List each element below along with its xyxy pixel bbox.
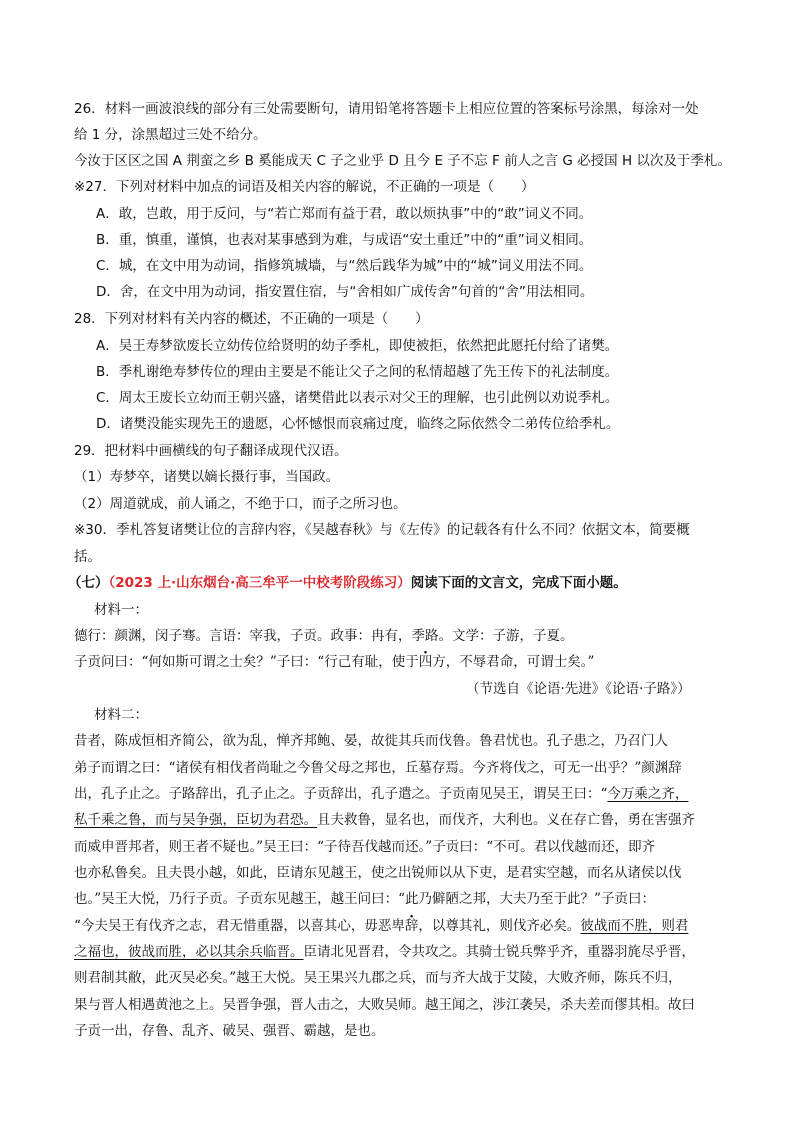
material-2-line: 也亦私鲁矣。且夫畏小越，如此，臣请东见越王，使之出锐师以从下吏，是君实空越，而名从诸侯以伐: [74, 865, 682, 881]
material-2-line: 子贡一出，存鲁、乱齐、破吴、强晋、霸越，是也。: [74, 1023, 385, 1039]
q28-option-b: B．季札谢绝寿梦传位的理由主要是不能让父子之间的私情超越了先王传下的礼法制度。: [96, 364, 619, 380]
material-2-line: [74, 784, 688, 804]
material-1-para-1: 德行：颜渊，闵子骞。言语：宰我，子贡。政事：冉有，季路。文学：子游，子夏。: [74, 628, 574, 644]
q27-option-c: C．城，在文中用为动词，指修筑城墙，与“然后践华为城”中的“城”词义用法不同。: [96, 258, 593, 274]
material-2-text: “今夫吴王有伐齐之志，君无惜重器，以喜其心，毋恶卑: [74, 918, 405, 934]
material-2-line: [74, 810, 695, 830]
section-instruction: 阅读下面的文言文，完成下面小题。: [410, 575, 627, 591]
section-source: （2023 上·山东烟台·高三牟平一中校考阶段练习）: [108, 575, 411, 591]
material-1-text: 子贡问曰：“何如斯可谓之士矣？”子曰：“行己有耻，使于: [74, 654, 419, 670]
material-2-line: 果与晋人相遇黄池之上。吴晋争强，晋人击之，大败吴师。越王闻之，涉江袭吴，杀夫差而僇其相。故曰: [74, 997, 695, 1013]
material-2-line: 则君制其敝，此灭吴必矣。”越王大悦。吴王果兴九郡之兵，而与齐大战于艾陵，大败齐师，陈兵不归，: [74, 970, 682, 986]
underlined-sentence: 私千乘之鲁，而与吴争强，臣切为君恐。: [74, 812, 317, 828]
q28-stem: 28．下列对材料有关内容的概述，不正确的一项是（ ）: [74, 311, 429, 327]
material-1-label: 材料一：: [94, 602, 148, 618]
q27-option-a: A．敢，岂敢，用于反问，与“若亡郑而有益于君，敢以烦执事”中的“敢”词义不同。: [96, 206, 593, 222]
q27-option-b: B．重，慎重，谨慎，也表对某事感到为难，与成语“安土重迁”中的“重”词义相同。: [96, 232, 593, 248]
material-1-citation: （节选自《论语·先进》《论语·子路》）: [466, 681, 691, 697]
material-2-text: 臣请北见晋君，令共攻之。其骑士锐兵弊乎齐，重器羽旄尽乎晋，: [303, 944, 695, 960]
material-2-text: ，以尊其礼，则伐齐必矣。: [418, 918, 581, 934]
underlined-sentence: 之福也，彼战而胜，必以其余兵临晋。: [74, 944, 304, 960]
material-2-line: 而威申晋邦者，则王者不疑也。”吴王曰：“子待吾伐越而还。”子贡曰：“不可。君以伐越而还，即齐: [74, 839, 656, 855]
material-2-label: 材料二：: [94, 707, 148, 723]
material-2-text: 且夫救鲁，显名也，而伐齐，大利也。义在存亡鲁，勇在害强齐: [317, 812, 695, 828]
q29-sentence-2: （2）周道就成，前人诵之，不绝于口，而子之所习也。: [74, 496, 407, 512]
q28-option-c: C．周太王废长立幼而王朝兴盛，诸樊借此以表示对父王的理解，也引此例以劝说季札。: [96, 390, 619, 406]
q26-line1: 26．材料一画波浪线的部分有三处需要断句，请用铅笔将答题卡上相应位置的答案标号涂黑，每涂对一处: [74, 101, 699, 117]
q30-line1: ※30．季札答复诸樊让位的言辞内容，《吴越春秋》与《左传》的记载各有什么不同？依据文本，简要概: [74, 522, 690, 538]
q26-line2: 给 1 分，涂黑超过三处不给分。: [74, 127, 267, 143]
section-7-heading: [68, 573, 627, 593]
material-2-line: 昔者，陈成恒相齐简公，欲为乱，惮齐邦鲍、晏，故徙其兵而伐鲁。鲁君忧也。孔子患之，乃召门人: [74, 733, 668, 749]
underlined-sentence: 彼战而不胜，则君: [580, 918, 689, 934]
material-1-para-2: [74, 652, 594, 672]
material-1-text: 方，不辱君命，可谓士矣。”: [432, 654, 595, 670]
q26-line3: 今汝于区区之国 A 荆蛮之乡 B 奚能成天 C 子之业乎 D 且今 E 子不忘 F 前人之言 G 必授国 H 以次及于季札。: [74, 153, 731, 169]
material-2-line: 弟子而谓之曰：“诸侯有相伐者尚耻之今鲁父母之邦也，丘墓存焉。今齐将伐之，可无一出乎？”颜渊辞: [74, 760, 682, 776]
q29-sentence-1: （1）寿梦卒，诸樊以嫡长摄行事，当国政。: [74, 469, 340, 485]
material-2-line: [74, 916, 688, 936]
q30-line2: 括。: [74, 549, 101, 565]
dotted-word-si: 四: [418, 654, 433, 670]
q27-stem: ※27．下列对材料中加点的词语及相关内容的解说，不正确的一项是（ ）: [74, 179, 535, 195]
q28-option-d: D．诸樊没能实现先王的遗愿，心怀憾恨而哀痛过度，临终之际依然令二弟传位给季札。: [96, 416, 620, 432]
q27-option-d: D．舍，在文中用为动词，指安置住宿，与“舍相如广成传舍”句首的“舍”用法相同。: [96, 284, 594, 300]
underlined-sentence: 今万乘之齐，: [607, 786, 689, 802]
material-2-line: [74, 942, 695, 962]
material-2-line: 也。”吴王大悦，乃行子贡。子贡东见越王，越王问曰：“此乃僻陋之邦，大夫乃至于此？”子贡曰：: [74, 891, 655, 907]
section-number: （七）: [68, 575, 109, 591]
material-2-text: 出，孔子止之。子路辞出，孔子止之。子贡辞出，孔子遣之。子贡南见吴王，谓吴王曰：“: [74, 786, 608, 802]
dotted-word-ci: 辞: [404, 918, 419, 934]
q29-stem: 29．把材料中画横线的句子翻译成现代汉语。: [74, 443, 348, 459]
q28-option-a: A．吴王寿梦欲废长立幼传位给贤明的幼子季札，即使被拒，依然把此愿托付给了诸樊。: [96, 338, 619, 354]
